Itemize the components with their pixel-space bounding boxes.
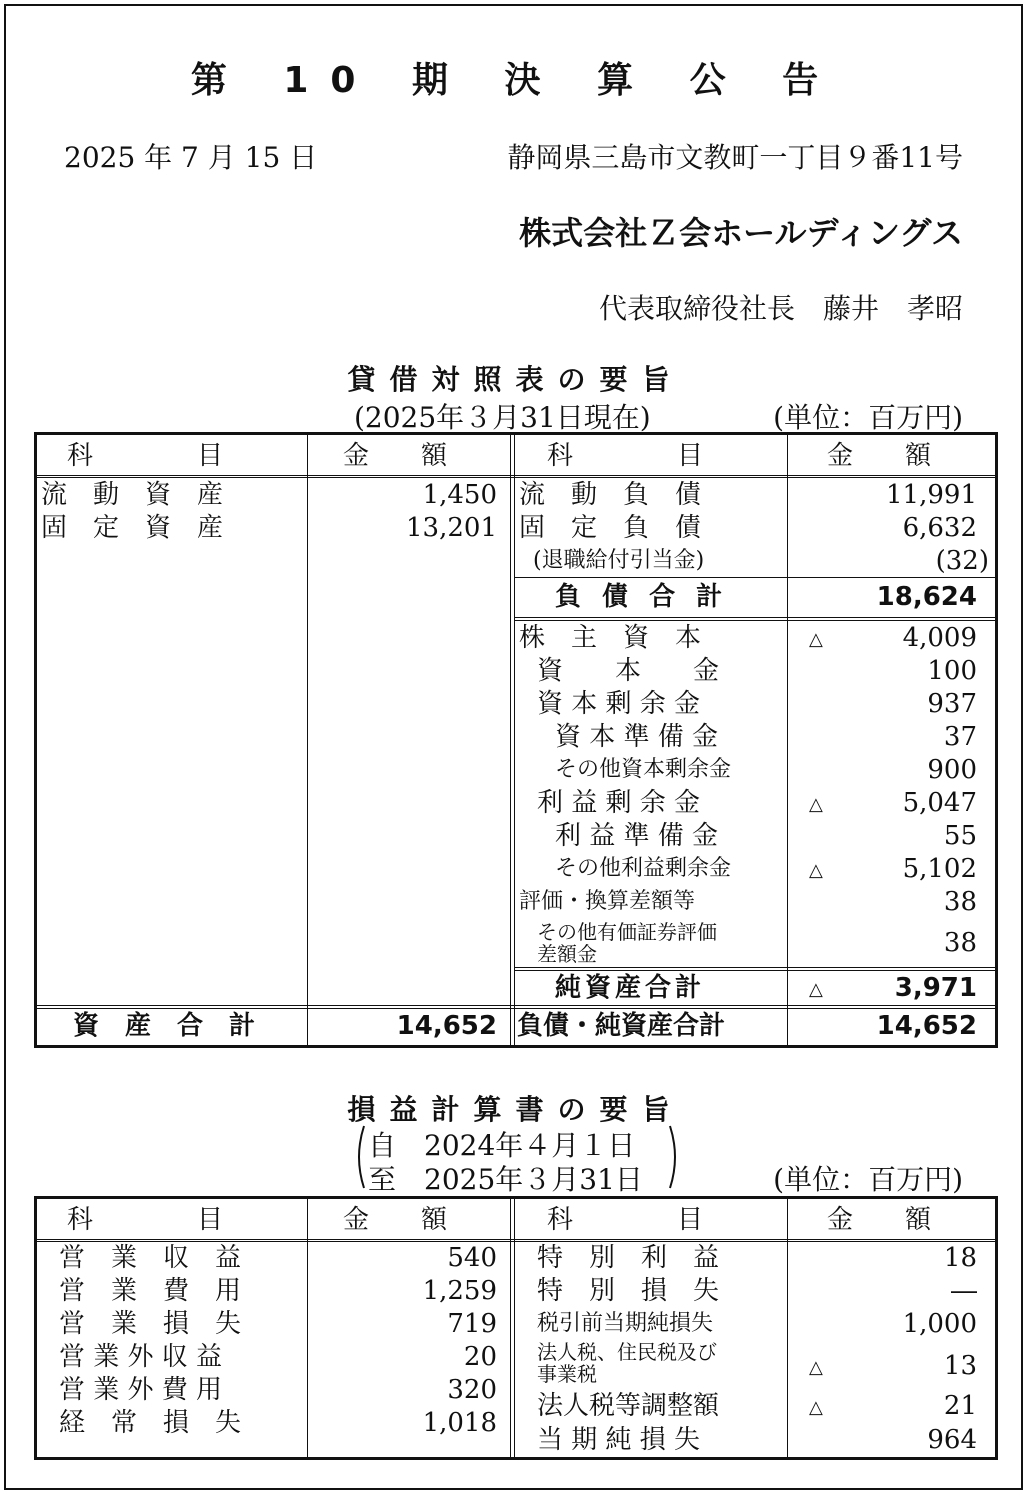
bs-header-item-right: 科 目 (547, 441, 704, 471)
period-from: 自 2024年４月１日 (368, 1129, 636, 1162)
balance-sheet-period: (2025年３月31日現在) (354, 401, 651, 434)
bs-capital-reserve-label: 資 本 準 備 金 (555, 722, 719, 752)
is-operating-loss-amount: 719 (447, 1309, 497, 1339)
bs-liabilities-total-amount: 18,624 (876, 582, 977, 612)
bs-current-assets-amount: 1,450 (422, 480, 497, 510)
is-non-operating-income-amount: 20 (463, 1342, 497, 1372)
bs-capital-surplus-amount: 937 (927, 689, 977, 719)
is-pretax-loss-label: 税引前当期純損失 (537, 1311, 714, 1336)
bs-capital-amount: 100 (927, 656, 977, 686)
bs-fixed-assets-amount: 13,201 (406, 513, 497, 543)
is-negative-mark: △ (809, 1357, 823, 1378)
bs-other-capital-surplus-label: その他資本剰余金 (555, 757, 732, 782)
bs-fixed-liabilities-amount: 6,632 (902, 513, 977, 543)
bs-assets-total-label: 資 産 合 計 (73, 1011, 256, 1041)
bs-fixed-liabilities-label: 固 定 負 債 (519, 513, 702, 543)
bs-assets-total-amount: 14,652 (396, 1011, 497, 1041)
period-to: 至 2025年３月31日 (368, 1163, 643, 1196)
notice-title: 第 10 期 決 算 公 告 (190, 60, 841, 101)
bs-fixed-assets-label: 固 定 資 産 (41, 513, 224, 543)
is-non-operating-expenses-amount: 320 (447, 1375, 497, 1405)
is-header-amount-left: 金 額 (343, 1205, 448, 1235)
is-operating-loss-label: 営 業 損 失 (59, 1309, 242, 1339)
income-statement-title: 損益計算書の要旨 (347, 1093, 684, 1126)
bs-header-item-left: 科 目 (67, 441, 224, 471)
bs-capital-reserve-amount: 37 (943, 722, 977, 752)
bs-other-retained-earnings-amount: 5,102 (902, 854, 977, 884)
is-net-loss-label: 当 期 純 損 失 (537, 1425, 701, 1455)
representative: 代表取締役社長 藤井 孝昭 (598, 292, 963, 325)
income-statement-table (34, 1196, 998, 1460)
left-bracket-icon (352, 1124, 366, 1190)
bs-capital-surplus-label: 資 本 剰 余 金 (537, 689, 701, 719)
is-header-item-left: 科 目 (67, 1205, 224, 1235)
bs-retained-earnings-amount: 5,047 (902, 788, 977, 818)
bs-securities-valuation-label: その他有価証券評価 (537, 920, 717, 944)
is-extraordinary-loss-amount: ― (951, 1276, 977, 1306)
bs-shareholders-equity-amount: 4,009 (902, 623, 977, 653)
is-income-taxes-amount: 13 (943, 1351, 977, 1381)
bs-current-liabilities-amount: 11,991 (886, 480, 977, 510)
bs-header-amount-right: 金 額 (827, 441, 932, 471)
bs-liab-net-total-amount: 14,652 (876, 1011, 977, 1041)
bs-retained-earnings-label: 利 益 剰 余 金 (537, 788, 701, 818)
bs-valuation-adjustments-amount: 38 (943, 887, 977, 917)
bs-net-assets-total-amount: 3,971 (894, 973, 977, 1003)
is-extraordinary-loss-label: 特 別 損 失 (537, 1276, 720, 1306)
bs-shareholders-equity-label: 株 主 資 本 (519, 623, 702, 653)
bs-negative-mark: △ (809, 979, 823, 1000)
is-extraordinary-income-amount: 18 (943, 1243, 977, 1273)
is-pretax-loss-amount: 1,000 (902, 1309, 977, 1339)
bs-retirement-allowance-amount: (32) (935, 546, 989, 576)
bs-other-retained-earnings-label: その他利益剰余金 (555, 856, 732, 881)
balance-sheet-unit: (単位：百万円) (773, 401, 963, 434)
bs-net-assets-total-label: 純資産合計 (555, 973, 706, 1003)
company-name: 株式会社Ｚ会ホールディングス (519, 214, 963, 252)
notice-date: 2025 年 7 月 15 日 (64, 141, 318, 174)
income-statement-unit: (単位：百万円) (773, 1163, 963, 1196)
bs-negative-mark: △ (809, 794, 823, 815)
bs-other-capital-surplus-amount: 900 (927, 755, 977, 785)
bs-securities-valuation-label-line2: 差額金 (537, 942, 597, 966)
bs-current-liabilities-label: 流 動 負 債 (519, 480, 702, 510)
company-address: 静岡県三島市文教町一丁目９番11号 (507, 141, 963, 174)
is-ordinary-loss-amount: 1,018 (422, 1408, 497, 1438)
is-extraordinary-income-label: 特 別 利 益 (537, 1243, 720, 1273)
is-header-item-right: 科 目 (547, 1205, 704, 1235)
bs-capital-label: 資 本 金 (537, 656, 720, 686)
bs-negative-mark: △ (809, 629, 823, 650)
is-operating-revenue-label: 営 業 収 益 (59, 1243, 242, 1273)
is-tax-adjustment-amount: 21 (943, 1391, 977, 1421)
balance-sheet-table (34, 432, 998, 1048)
is-negative-mark: △ (809, 1397, 823, 1418)
bs-liabilities-total-label: 負 債 合 計 (555, 582, 729, 612)
income-statement-period (352, 1124, 682, 1196)
bs-negative-mark: △ (809, 860, 823, 881)
is-operating-revenue-amount: 540 (447, 1243, 497, 1273)
is-income-taxes-label-line2: 事業税 (537, 1362, 597, 1386)
is-non-operating-income-label: 営 業 外 収 益 (59, 1342, 223, 1372)
bs-header-amount-left: 金 額 (343, 441, 448, 471)
bs-retirement-allowance-label: (退職給付引当金) (533, 548, 705, 573)
balance-sheet-title: 貸借対照表の要旨 (347, 363, 684, 396)
is-operating-expenses-amount: 1,259 (422, 1276, 497, 1306)
bs-liab-net-total-label: 負債・純資産合計 (517, 1011, 726, 1041)
is-header-amount-right: 金 額 (827, 1205, 932, 1235)
is-ordinary-loss-label: 経 常 損 失 (59, 1408, 242, 1438)
is-non-operating-expenses-label: 営 業 外 費 用 (59, 1375, 223, 1405)
is-tax-adjustment-label: 法人税等調整額 (537, 1391, 720, 1421)
is-net-loss-amount: 964 (927, 1425, 977, 1455)
bs-securities-valuation-amount: 38 (943, 928, 977, 958)
bs-valuation-adjustments-label: 評価・換算差額等 (519, 889, 696, 914)
right-bracket-icon (668, 1124, 682, 1190)
bs-current-assets-label: 流 動 資 産 (41, 480, 224, 510)
bs-earned-reserve-amount: 55 (943, 821, 977, 851)
bs-earned-reserve-label: 利 益 準 備 金 (555, 821, 719, 851)
is-operating-expenses-label: 営 業 費 用 (59, 1276, 242, 1306)
is-income-taxes-label: 法人税、住民税及び (537, 1340, 717, 1364)
